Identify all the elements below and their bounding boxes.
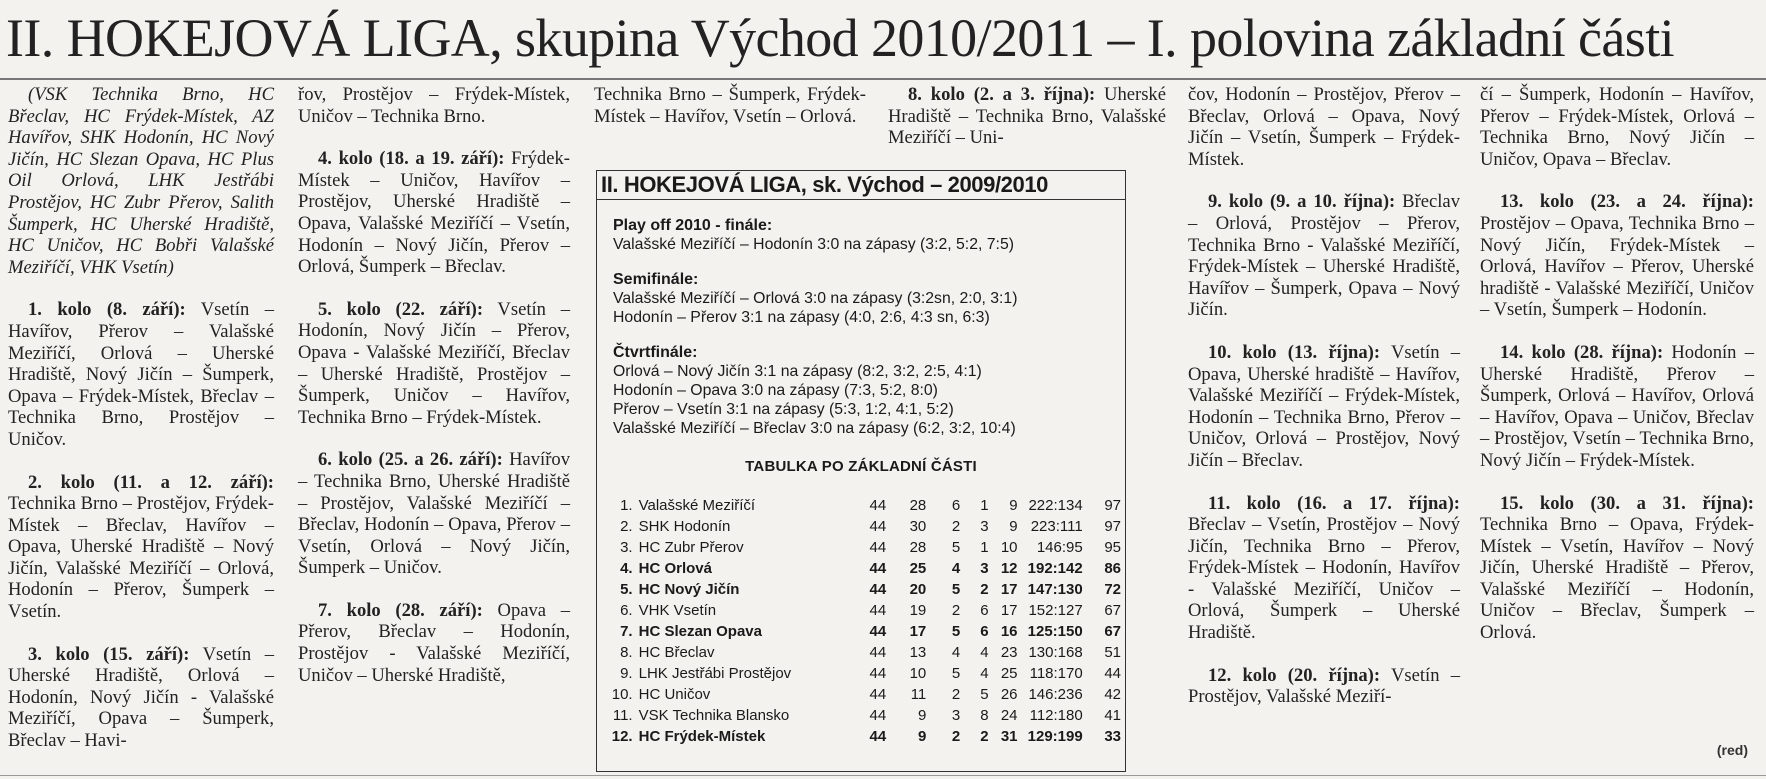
table-row <box>607 726 1121 747</box>
standings-team: SHK Hodonín <box>638 518 731 535</box>
round-label: 5. kolo (22. září): <box>318 298 484 320</box>
standings-team: HC Orlová <box>638 560 712 577</box>
round-text: Břeclav – Vsetín, Prostějov – Nový Jičín, Technika Brno – Přerov, Frýdek-Místek – Hodonín, Havířov - Valašské Meziříčí, Uničov – Orlová, Šumperk – Uherské Hradiště. <box>1188 514 1460 644</box>
standings-l: 12 <box>1000 560 1018 577</box>
standings-gp: 44 <box>869 707 887 724</box>
standings-team: HC Uničov <box>638 686 711 703</box>
round-label: 9. kolo (9. a 10. října): <box>1208 191 1396 213</box>
standings-o: 3 <box>980 518 989 535</box>
standings-score: 146:236 <box>1028 686 1083 703</box>
standings-score: 129:199 <box>1027 728 1083 745</box>
round-text: Technika Brno – Šumperk, Frýdek-Místek – Havířov, Vsetín – Orlová. <box>594 84 866 127</box>
round-label: 7. kolo (28. září): <box>318 599 483 621</box>
round-text: Vsetín – Uherské Hradiště, Orlová – Hodonín, Nový Jičín - Valašské Meziříčí, Opava – Šumperk, Břeclav – Havi- <box>8 643 274 752</box>
table-row <box>607 600 1121 621</box>
standings-score: 112:180 <box>1029 707 1083 724</box>
standings-score: 223:111 <box>1030 518 1083 535</box>
standings-w: 25 <box>909 560 927 577</box>
standings-t: 2 <box>951 686 961 703</box>
standings-gp: 44 <box>869 623 887 640</box>
article-paragraph <box>298 600 570 686</box>
standings-l: 25 <box>1000 665 1018 682</box>
standings-score: 192:142 <box>1027 560 1083 577</box>
standings-w: 28 <box>909 539 927 556</box>
playoff-sections <box>597 216 1125 438</box>
article-paragraph <box>1480 84 1754 170</box>
standings-w: 20 <box>909 581 927 598</box>
standings-o: 1 <box>980 539 989 556</box>
standings-score: 222:134 <box>1028 497 1083 514</box>
article-paragraph <box>1188 342 1460 472</box>
standings-t: 5 <box>951 539 961 556</box>
standings-t: 4 <box>951 560 961 577</box>
article-paragraph <box>8 472 274 623</box>
round-label: 2. kolo (11. a 12. září): <box>28 471 274 493</box>
standings-o: 5 <box>980 686 989 703</box>
article-paragraph <box>298 148 570 278</box>
table-row <box>607 621 1121 642</box>
standings-pos: 6. <box>620 602 633 619</box>
article-paragraph <box>594 84 866 127</box>
round-text: Technika Brno – Opava, Frýdek-Místek – Vsetín, Havířov – Nový Jičín, Uherské Hradiště – Přerov, Valašské Meziříčí – Hodonín, Uničov – Břeclav, Šumperk – Orlová. <box>1480 514 1754 644</box>
standings-o: 4 <box>980 665 989 682</box>
bottom-rule <box>0 775 1766 776</box>
standings-score: 130:168 <box>1028 644 1083 661</box>
article-paragraph <box>1480 191 1754 321</box>
round-text: Technika Brno – Prostějov, Frýdek-Místek – Břeclav, Havířov – Opava, Uherské Hradiště – Nový Jičín, Valašské Meziříčí – Orlová, Hodonín – Přerov, Šumperk – Vsetín. <box>8 493 274 623</box>
author-credit: (red) <box>1716 742 1748 758</box>
standings-t: 5 <box>951 623 961 640</box>
article-paragraph <box>298 84 570 127</box>
round-text: Prostějov – Opava, Technika Brno – Nový Jičín, Frýdek-Místek – Orlová, Havířov – Přerov, Uherské hradiště - Valašské Meziříčí, Uničov – Vsetín, Šumperk – Hodonín. <box>1480 212 1754 321</box>
standings-o: 6 <box>980 623 989 640</box>
standings-w: 30 <box>909 518 927 535</box>
article-paragraph <box>8 644 274 752</box>
playoff-series: Hodonín – Opava 3:0 na zápasy (7:3, 5:2, 8:0) <box>613 382 938 399</box>
standings-team: HC Nový Jičín <box>638 581 740 598</box>
round-label: 13. kolo (23. a 24. října): <box>1500 191 1754 213</box>
playoff-series: Přerov – Vsetín 3:1 na zápasy (5:3, 1:2, 4:1, 5:2) <box>613 401 954 418</box>
standings-w: 9 <box>917 728 927 745</box>
standings-pos: 1. <box>620 497 633 514</box>
article-paragraph <box>1480 493 1754 644</box>
article-paragraph <box>1188 493 1460 644</box>
standings-gp: 44 <box>869 518 887 535</box>
text-column-2 <box>298 84 570 707</box>
standings-pos: 3. <box>620 539 633 556</box>
standings-w: 17 <box>909 623 927 640</box>
round-text: Vsetín – Prostějov, Valašské Meziří- <box>1188 664 1460 708</box>
round-text: čov, Hodonín – Prostějov, Přerov – Břeclav, Orlová – Opava, Nový Jičín – Vsetín, Šumperk – Frýdek-Místek. <box>1188 84 1460 170</box>
standings-pos: 9. <box>620 665 633 682</box>
round-text: Hodonín – Uherské Hradiště, Přerov – Šumperk, Orlová – Havířov, Orlová – Havířov, Opava – Uničov, Břeclav – Prostějov, Vsetín – Technika Brno, Nový Jičín – Frýdek-Místek. <box>1480 341 1754 471</box>
standings-team: HC Slezan Opava <box>638 623 762 640</box>
standings-w: 28 <box>909 497 927 514</box>
standings-pos: 12. <box>611 728 633 745</box>
standings-score: 147:130 <box>1027 581 1083 598</box>
standings-gp: 44 <box>869 497 887 514</box>
round-label: 11. kolo (16. a 17. října): <box>1208 492 1460 514</box>
text-column-5 <box>1188 84 1460 729</box>
round-text: (VSK Technika Brno, HC Břeclav, HC Frýdek-Místek, AZ Havířov, SHK Hodonín, HC Nový Jičín, HC Slezan Opava, HC Plus Oil Orlová, LHK Jestřábi Prostějov, HC Zubr Přerov, Salith Šumperk, HC Uherské Hradiště, HC Uničov, HC Bobři Valašské Meziříčí, VHK Vsetín) <box>8 84 274 278</box>
standings-gp: 44 <box>869 665 887 682</box>
standings-gp: 44 <box>869 602 887 619</box>
standings-t: 5 <box>951 665 961 682</box>
headline-rule <box>0 78 1766 80</box>
article-paragraph <box>1480 342 1754 472</box>
playoff-heading: Semifinále: <box>613 271 699 288</box>
round-label: 8. kolo (2. a 3. října): <box>908 84 1096 105</box>
standings-pos: 10. <box>611 686 633 703</box>
standings-o: 2 <box>980 581 989 598</box>
standings-o: 8 <box>980 707 989 724</box>
standings-l: 9 <box>1009 518 1018 535</box>
standings-w: 9 <box>917 707 927 724</box>
standings-o: 2 <box>980 728 989 745</box>
standings-pos: 8. <box>620 644 633 661</box>
standings-pts: 97 <box>1104 518 1121 535</box>
round-label: 10. kolo (13. října): <box>1208 341 1381 363</box>
standings-t: 2 <box>951 602 961 619</box>
standings-t: 2 <box>951 518 961 535</box>
round-label: 12. kolo (20. října): <box>1208 664 1381 686</box>
round-text: Uherské Hradiště – Technika Brno, Valašské Meziříčí – Uni- <box>888 84 1166 149</box>
standings-team: HC Zubr Přerov <box>638 539 744 556</box>
table-row <box>607 705 1121 726</box>
standings-o: 6 <box>980 602 989 619</box>
standings-t: 3 <box>951 707 961 724</box>
playoff-series: Valašské Meziříčí – Orlová 3:0 na zápasy (3:2sn, 2:0, 3:1) <box>613 290 1018 307</box>
standings-pos: 4. <box>620 560 633 577</box>
text-column-1 <box>8 84 274 773</box>
standings-pts: 86 <box>1104 560 1121 577</box>
results-box-title: II. HOKEJOVÁ LIGA, sk. Východ – 2009/2010 <box>597 171 1125 200</box>
round-label: 14. kolo (28. října): <box>1500 341 1664 363</box>
article-paragraph <box>1188 84 1460 170</box>
standings-o: 3 <box>980 560 989 577</box>
article-paragraph <box>888 84 1166 149</box>
standings-t: 6 <box>951 497 961 514</box>
table-row <box>607 537 1121 558</box>
headline: II. HOKEJOVÁ LIGA, skupina Východ 2010/2011 – I. polovina základní části <box>6 8 1675 68</box>
text-column-4 <box>888 84 1166 170</box>
round-text: Břeclav – Orlová, Prostějov – Přerov, Technika Brno - Valašské Meziříčí, Frýdek-Místek – Uherské Hradiště, Havířov – Šumperk, Opava – Nový Jičín. <box>1188 191 1460 321</box>
playoff-heading: Čtvrtfinále: <box>613 344 698 361</box>
standings-w: 11 <box>910 686 927 703</box>
results-box <box>596 170 1126 772</box>
standings-o: 4 <box>980 644 989 661</box>
standings-team: LHK Jestřábi Prostějov <box>638 665 792 682</box>
article-paragraph <box>8 84 274 278</box>
standings-pts: 42 <box>1104 686 1121 703</box>
standings-gp: 44 <box>869 581 887 598</box>
article-paragraph <box>298 449 570 579</box>
standings-w: 19 <box>909 602 927 619</box>
standings-table <box>607 495 1121 747</box>
round-text: čí – Šumperk, Hodonín – Havířov, Přerov – Frýdek-Místek, Orlová – Technika Brno, Nový Jičín – Uničov, Opava – Břeclav. <box>1480 84 1754 170</box>
standings-l: 23 <box>1000 644 1018 661</box>
table-row <box>607 516 1121 537</box>
standings-team: VSK Technika Blansko <box>638 707 790 724</box>
round-text: Havířov – Technika Brno, Uherské Hradiště – Prostějov, Valašské Meziříčí – Břeclav, Hodonín – Opava, Přerov – Vsetín, Orlová – Nový Jičín, Šumperk – Uničov. <box>298 449 570 579</box>
standings-team: Valašské Meziříčí <box>638 497 756 514</box>
standings-score: 125:150 <box>1027 623 1083 640</box>
playoff-series: Hodonín – Přerov 3:1 na zápasy (4:0, 2:6, 4:3 sn, 6:3) <box>613 309 990 326</box>
round-text: Frýdek-Místek – Uničov, Havířov – Prostějov, Uherské Hradiště – Opava, Valašské Meziříčí – Vsetín, Hodonín – Nový Jičín, Přerov – Orlová, Šumperk – Břeclav. <box>298 148 570 278</box>
standings-l: 31 <box>1000 728 1018 745</box>
text-column-3 <box>594 84 866 148</box>
table-row <box>607 642 1121 663</box>
standings-gp: 44 <box>869 644 887 661</box>
standings-gp: 44 <box>869 539 887 556</box>
article-paragraph <box>1188 665 1460 708</box>
standings-pts: 41 <box>1104 707 1121 724</box>
standings-pts: 67 <box>1104 623 1121 640</box>
round-text: Vsetín – Hodonín, Nový Jičín – Přerov, Opava - Valašské Meziříčí, Břeclav – Uherské Hradiště, Prostějov – Šumperk, Uničov – Havířov, Technika Brno – Frýdek-Místek. <box>298 298 570 428</box>
standings-gp: 44 <box>869 728 887 745</box>
standings-team: HC Břeclav <box>638 644 715 661</box>
standings-pts: 51 <box>1104 644 1121 661</box>
round-label: 15. kolo (30. a 31. října): <box>1500 492 1754 514</box>
standings-l: 10 <box>1000 539 1018 556</box>
article-paragraph <box>1188 191 1460 321</box>
article-paragraph <box>298 299 570 429</box>
standings-gp: 44 <box>869 686 887 703</box>
standings-pts: 95 <box>1104 539 1121 556</box>
standings-pos: 7. <box>620 623 633 640</box>
round-text: Vsetín – Havířov, Přerov – Valašské Meziříčí, Orlová – Uherské Hradiště, Nový Jičín – Šumperk, Opava – Frýdek-Místek, Břeclav – Technika Brno, Prostějov – Uničov. <box>8 299 274 450</box>
standings-title: TABULKA PO ZÁKLADNÍ ČÁSTI <box>745 458 977 475</box>
standings-pos: 2. <box>620 518 633 535</box>
standings-w: 10 <box>909 665 927 682</box>
round-label: 6. kolo (25. a 26. září): <box>318 449 503 471</box>
standings-l: 24 <box>1000 707 1018 724</box>
round-text: Opava – Přerov, Břeclav – Hodonín, Prostějov - Valašské Meziříčí, Uničov – Uherské Hradiště, <box>298 599 571 686</box>
standings-l: 9 <box>1009 497 1018 514</box>
round-label: 4. kolo (18. a 19. září): <box>318 148 505 170</box>
standings-pts: 97 <box>1104 497 1121 514</box>
standings-score: 152:127 <box>1028 602 1083 619</box>
playoff-series: Orlová – Nový Jičín 3:1 na zápasy (8:2, 3:2, 2:5, 4:1) <box>613 363 982 380</box>
standings-t: 2 <box>951 728 961 745</box>
standings-pts: 44 <box>1104 665 1121 682</box>
standings-l: 16 <box>1000 623 1018 640</box>
standings-o: 1 <box>980 497 989 514</box>
standings-score: 118:170 <box>1029 665 1083 682</box>
playoff-heading: Play off 2010 - finále: <box>613 217 773 234</box>
table-row <box>607 684 1121 705</box>
standings-t: 4 <box>951 644 961 661</box>
standings-l: 17 <box>1000 602 1018 619</box>
standings-gp: 44 <box>869 560 887 577</box>
playoff-series: Valašské Meziříčí – Břeclav 3:0 na zápasy (6:2, 3:2, 10:4) <box>613 420 1016 437</box>
playoff-series: Valašské Meziříčí – Hodonín 3:0 na zápasy (3:2, 5:2, 7:5) <box>613 236 1014 253</box>
standings-pos: 5. <box>620 581 633 598</box>
standings-score: 146:95 <box>1036 539 1083 556</box>
standings-pts: 72 <box>1104 581 1121 598</box>
round-text: Vsetín – Opava, Uherské hradiště – Havířov, Valašské Meziříčí – Frýdek-Místek, Hodonín – Technika Brno, Přerov – Uničov, Orlová – Prostějov, Nový Jičín – Břeclav. <box>1188 341 1460 471</box>
round-text: řov, Prostějov – Frýdek-Místek, Uničov – Technika Brno. <box>298 84 570 127</box>
table-row <box>607 579 1121 600</box>
standings-team: VHK Vsetín <box>638 602 717 619</box>
round-label: 1. kolo (8. září): <box>28 299 186 321</box>
standings-t: 5 <box>951 581 961 598</box>
table-row <box>607 558 1121 579</box>
standings-pos: 11. <box>612 707 633 724</box>
article-paragraph <box>8 299 274 450</box>
standings-l: 17 <box>1000 581 1018 598</box>
table-row <box>607 663 1121 684</box>
text-column-6 <box>1480 84 1754 665</box>
standings-pts: 67 <box>1104 602 1121 619</box>
standings-team: HC Frýdek-Místek <box>638 728 766 745</box>
standings-l: 26 <box>1000 686 1018 703</box>
round-label: 3. kolo (15. září): <box>28 643 190 665</box>
standings-pts: 33 <box>1104 728 1121 745</box>
table-row <box>607 495 1121 516</box>
standings-w: 13 <box>909 644 927 661</box>
